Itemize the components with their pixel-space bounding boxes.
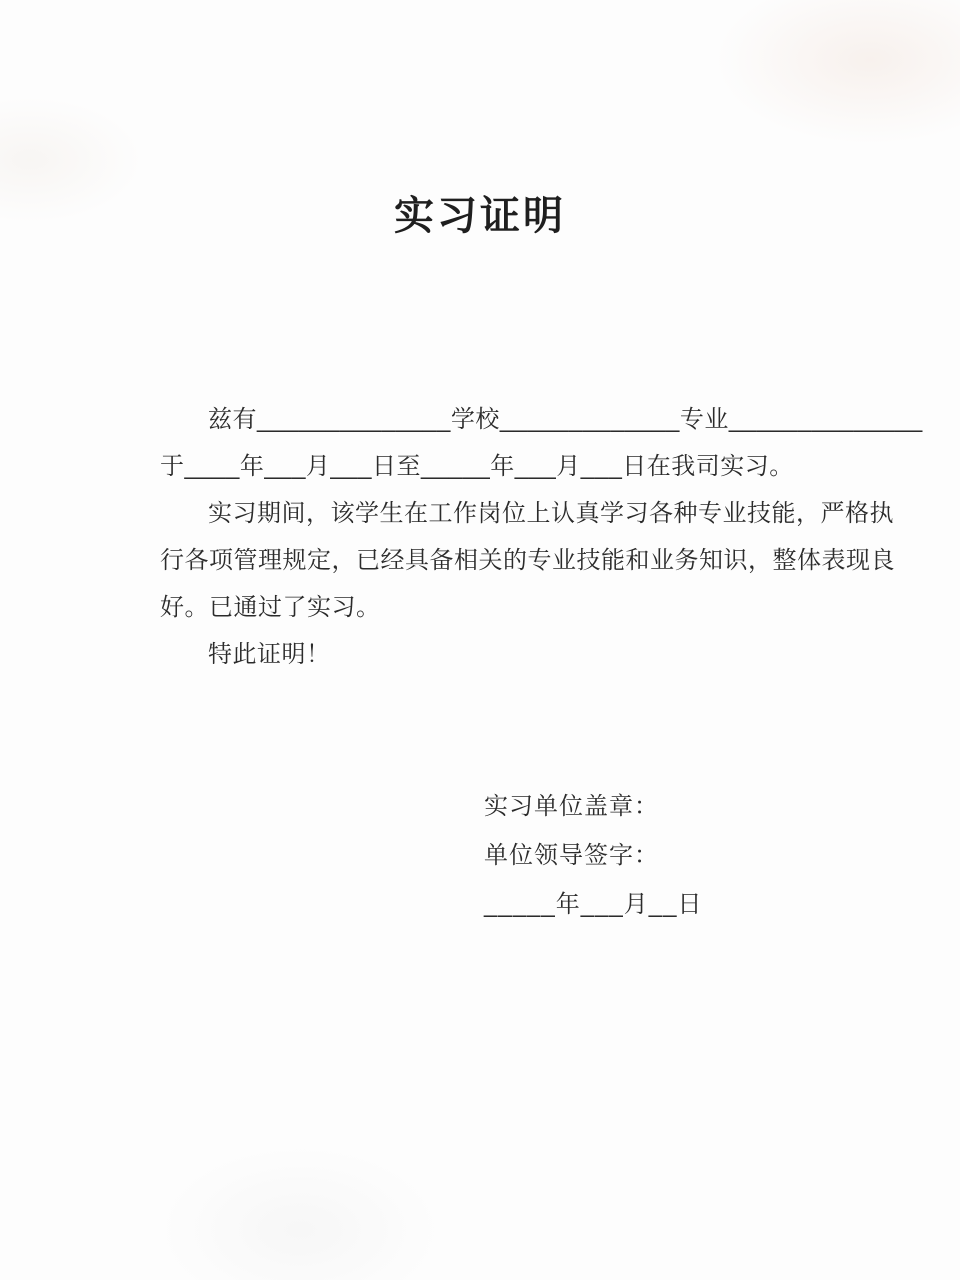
body-line-evaluation-1: 实习期间，该学生在工作岗位上认真学习各种专业技能，严格执 [208, 500, 894, 527]
signature-stamp-label: 实习单位盖章： [484, 793, 659, 820]
body-line-hereby-certify: 特此证明！ [208, 641, 331, 668]
body-line-evaluation-3: 好。已通过了实习。 [160, 594, 381, 621]
signature-leader-label: 单位领导签字： [484, 842, 659, 869]
body-line-evaluation-2: 行各项管理规定，已经具备相关的专业技能和业务知识，整体表现良 [160, 547, 895, 574]
signature-date-blank: _____年___月__日 [484, 891, 703, 918]
signature-block [484, 782, 702, 929]
body-line-intro-blanks: 兹有______________学校_____________专业______________ [208, 406, 923, 433]
body-line-date-range: 于____年___月___日至_____年___月___日在我司实习。 [160, 453, 794, 480]
document-body [160, 396, 923, 678]
document-title: 实习证明 [394, 194, 566, 238]
